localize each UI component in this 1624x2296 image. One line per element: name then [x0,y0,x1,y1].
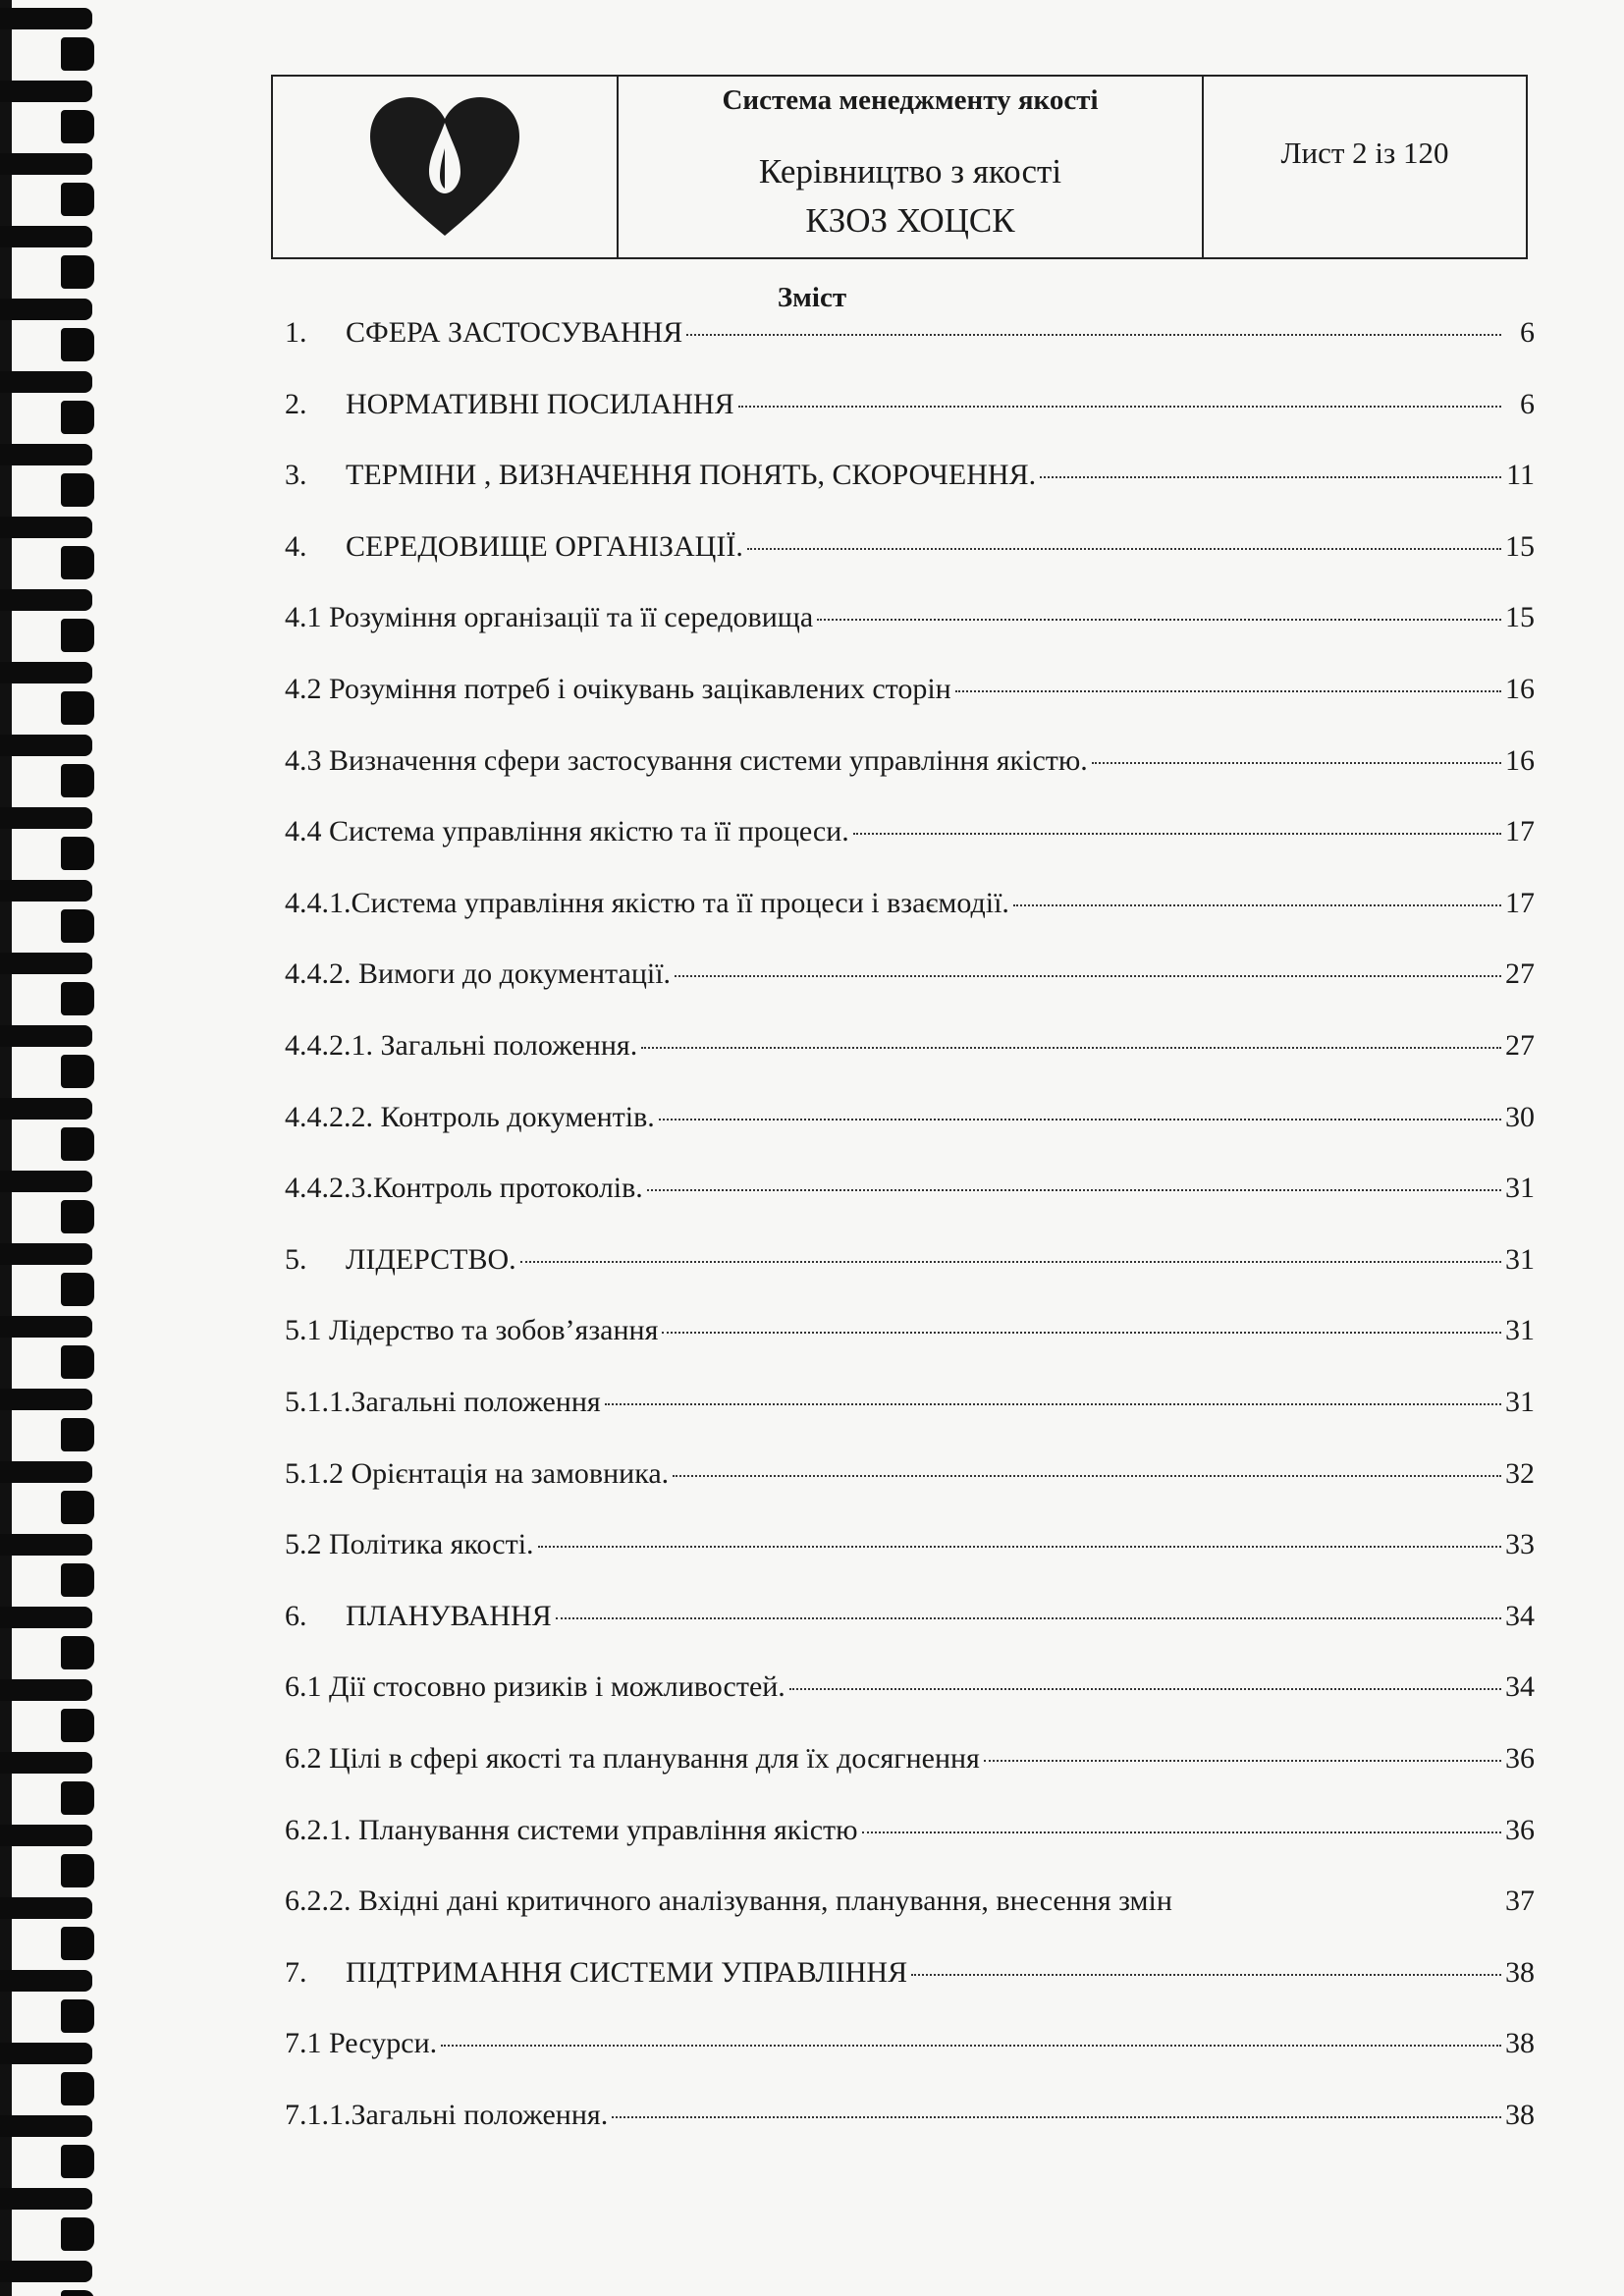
logo-cell [273,77,619,257]
binding-comb-ring [0,1970,92,1992]
binding-tooth [61,1781,94,1815]
binding-comb-ring [0,1607,92,1628]
toc-entry [285,2099,1535,2142]
binding-comb-ring [0,1825,92,1846]
toc-entry-page: 38 [1505,2027,1535,2060]
toc-entry-page: 30 [1505,1100,1535,1133]
binding-tooth [61,909,94,943]
binding-comb-ring [0,807,92,829]
binding-comb-ring [0,1897,92,1919]
toc-entry [285,1172,1535,1215]
binding-tooth [61,1345,94,1379]
binding-spine [0,0,12,2296]
sheet-label: Лист 2 із 120 [1280,136,1449,170]
toc-entry-title: НОРМАТИВНІ ПОСИЛАННЯ [346,387,734,420]
toc-entry [285,388,1535,431]
toc-entry-page: 34 [1505,1670,1535,1704]
toc-entry-page: 16 [1505,673,1535,705]
toc-entry-page: 27 [1505,957,1535,991]
binding-tooth [61,473,94,507]
organization-name: КЗОЗ ХОЦСК [805,201,1015,240]
toc-entry-page: 31 [1505,1172,1535,1205]
binding-tooth [61,1491,94,1524]
binding-tooth [61,1999,94,2033]
toc-entry-title: 4.4.2.2. Контроль документів. [285,1100,655,1133]
toc-dot-leader [675,975,1501,977]
toc-entry-title: 5.1.1.Загальні положення [285,1386,601,1418]
document-title: Керівництво з якості [758,152,1062,191]
binding-comb-ring [0,735,92,756]
toc-entry-title: 6.2.2. Вхідні дані критичного аналізування, планування, внесення змін [285,1885,1172,1918]
spiral-binding [0,0,98,2296]
binding-comb-ring [0,1534,92,1556]
toc-entry-number: 5. [285,1242,307,1276]
toc-entry-page: 16 [1505,743,1535,777]
binding-tooth [61,1418,94,1451]
binding-comb-ring [0,1025,92,1047]
toc-entry-title: 4.1 Розуміння організації та її середовища [285,601,814,634]
toc-entry [285,1457,1535,1501]
document-header-table [271,75,1528,259]
toc-dot-leader [853,833,1501,835]
toc-dot-leader [955,690,1501,692]
toc-entry-title: 7.1.1.Загальні положення. [285,2099,609,2131]
toc-entry-title: 6.2.1. Планування системи управління якістю [285,1813,858,1846]
binding-comb-ring [0,8,92,29]
binding-tooth [61,1055,94,1088]
binding-comb-ring [0,81,92,102]
toc-entry-page: 36 [1505,1742,1535,1775]
toc-entry [285,957,1535,1001]
toc-entry-title: 4.4.2. Вимоги до документації. [285,957,672,991]
toc-entry-page: 27 [1505,1029,1535,1062]
binding-tooth [61,2290,94,2296]
binding-comb-ring [0,1243,92,1265]
toc-entry-title: 4.4.1.Система управління якістю та її процеси і взаємодії. [285,886,1009,919]
toc-entry [285,1670,1535,1714]
binding-comb-ring [0,589,92,611]
toc-entry-page: 31 [1505,1314,1535,1347]
toc-entry-page: 38 [1505,1955,1535,1989]
toc-entry-title: ПЛАНУВАННЯ [346,1599,552,1632]
toc-entry-page: 33 [1505,1528,1535,1561]
header-title-cell [619,77,1204,257]
toc-entry-title: СФЕРА ЗАСТОСУВАННЯ [346,316,683,349]
toc-entry [285,1528,1535,1571]
binding-tooth [61,1127,94,1161]
toc-entry-page: 31 [1505,1386,1535,1418]
binding-comb-ring [0,1752,92,1774]
toc-dot-leader [984,1760,1501,1762]
toc-entry-number: 4. [285,529,307,563]
binding-tooth [61,2072,94,2105]
toc-entry [285,601,1535,644]
binding-tooth [61,2217,94,2251]
toc-dot-leader [686,334,1501,336]
binding-tooth [61,764,94,797]
toc-entry-page: 36 [1505,1813,1535,1846]
toc-entry-number: 1. [285,316,307,349]
binding-tooth [61,1709,94,1742]
toc-entry-page: 15 [1505,601,1535,634]
toc-dot-leader [862,1831,1501,1833]
binding-comb-ring [0,153,92,175]
toc-entry [285,887,1535,930]
toc-dot-leader [789,1688,1501,1690]
binding-tooth [61,401,94,434]
toc-entry-title: 6.1 Дії стосовно ризиків і можливостей. [285,1670,785,1704]
binding-comb-ring [0,2188,92,2210]
toc-entry-page: 15 [1505,529,1535,563]
toc-dot-leader [662,1332,1501,1334]
toc-entry [285,744,1535,788]
binding-tooth [61,37,94,71]
binding-tooth [61,837,94,870]
toc-dot-leader [605,1403,1501,1405]
toc-entry [285,1243,1535,1286]
binding-tooth [61,1927,94,1960]
toc-entry-title: СЕРЕДОВИЩЕ ОРГАНІЗАЦІЇ. [346,529,743,563]
binding-comb-ring [0,444,92,465]
toc-entry [285,1956,1535,1999]
binding-tooth [61,691,94,725]
toc-entry-title: ТЕРМІНИ , ВИЗНАЧЕННЯ ПОНЯТЬ, СКОРОЧЕННЯ. [346,459,1037,492]
binding-tooth [61,1273,94,1306]
toc-entry-page: 6 [1520,316,1535,349]
binding-tooth [61,982,94,1015]
binding-comb-ring [0,1171,92,1192]
binding-tooth [61,1563,94,1597]
binding-tooth [61,1200,94,1233]
toc-entry [285,1814,1535,1857]
binding-tooth [61,2145,94,2178]
toc-entry [285,316,1535,359]
binding-tooth [61,183,94,216]
sheet-number-cell [1204,77,1526,257]
binding-comb-ring [0,880,92,902]
toc-dot-leader [612,2116,1501,2118]
toc-entry-number: 6. [285,1599,307,1632]
toc-dot-leader [738,406,1501,408]
toc-heading: Зміст [777,282,847,313]
toc-entry-title: 5.1.2 Орієнтація на замовника. [285,1456,670,1490]
binding-comb-ring [0,1679,92,1701]
toc-entry-title: 4.4 Система управління якістю та її процеси. [285,815,849,848]
toc-dot-leader [441,2045,1501,2047]
toc-entry-page: 38 [1505,2099,1535,2131]
toc-entry-title: 4.4.2.3.Контроль протоколів. [285,1172,643,1205]
toc-entry [285,1386,1535,1429]
toc-entry-title: 5.1 Лідерство та зобов’язання [285,1314,659,1347]
toc-entry-page: 17 [1505,815,1535,848]
binding-comb-ring [0,662,92,683]
toc-entry-page: 32 [1505,1456,1535,1490]
system-title: Система менеджменту якості [722,84,1099,116]
binding-comb-ring [0,226,92,247]
toc-entry [285,459,1535,502]
toc-entry-title: 6.2 Цілі в сфері якості та планування для їх досягнення [285,1742,980,1775]
toc-entry-number: 2. [285,387,307,420]
toc-entry-number: 7. [285,1955,307,1989]
toc-entry-title: ЛІДЕРСТВО. [346,1242,516,1276]
toc-entry [285,530,1535,574]
toc-entry [285,1101,1535,1144]
toc-dot-leader [520,1261,1501,1263]
binding-comb-ring [0,1389,92,1410]
toc-entry-page: 34 [1505,1599,1535,1632]
binding-comb-ring [0,517,92,538]
toc-entry-number: 3. [285,459,307,492]
binding-comb-ring [0,2115,92,2137]
toc-entry [285,1742,1535,1785]
binding-tooth [61,328,94,361]
toc-entry-page: 6 [1520,387,1535,420]
toc-dot-leader [911,1974,1501,1976]
binding-tooth [61,546,94,579]
binding-comb-ring [0,2043,92,2064]
binding-comb-ring [0,953,92,974]
toc-entry [285,1600,1535,1643]
toc-entry [285,2027,1535,2070]
toc-entry-title: 4.2 Розуміння потреб і очікувань зацікавлених сторін [285,673,951,705]
toc-entry-page: 31 [1505,1242,1535,1276]
toc-dot-leader [1092,762,1501,764]
binding-comb-ring [0,1316,92,1338]
toc-entry-title: 7.1 Ресурси. [285,2027,438,2060]
binding-comb-ring [0,1098,92,1120]
toc-entry-page: 17 [1505,886,1535,919]
binding-tooth [61,1854,94,1887]
toc-dot-leader [647,1189,1501,1191]
toc-entry-title: ПІДТРИМАННЯ СИСТЕМИ УПРАВЛІННЯ [346,1955,908,1989]
toc-dot-leader [538,1546,1501,1548]
toc-dot-leader [747,548,1501,550]
binding-tooth [61,619,94,652]
toc-entry-page: 11 [1506,459,1535,492]
binding-tooth [61,1636,94,1669]
binding-comb-ring [0,1461,92,1483]
toc-dot-leader [1040,476,1501,478]
toc-entry-page: 37 [1505,1885,1535,1918]
binding-comb-ring [0,2261,92,2282]
toc-entry-title: 5.2 Політика якості. [285,1528,534,1561]
toc-entry-title: 4.3 Визначення сфери застосування системи управління якістю. [285,743,1088,777]
binding-comb-ring [0,371,92,393]
toc-dot-leader [659,1119,1501,1121]
toc-entry [285,1885,1535,1928]
toc-dot-leader [1013,904,1501,906]
toc-entry [285,815,1535,858]
toc-entry-title: 4.4.2.1. Загальні положення. [285,1029,638,1062]
binding-tooth [61,110,94,143]
toc-dot-leader [556,1617,1501,1619]
toc-dot-leader [641,1047,1501,1049]
toc-dot-leader [673,1475,1501,1477]
heart-drop-logo-icon [366,93,523,241]
toc-entry [285,673,1535,716]
toc-entry [285,1029,1535,1072]
toc-dot-leader [817,619,1501,621]
toc-entry [285,1314,1535,1357]
